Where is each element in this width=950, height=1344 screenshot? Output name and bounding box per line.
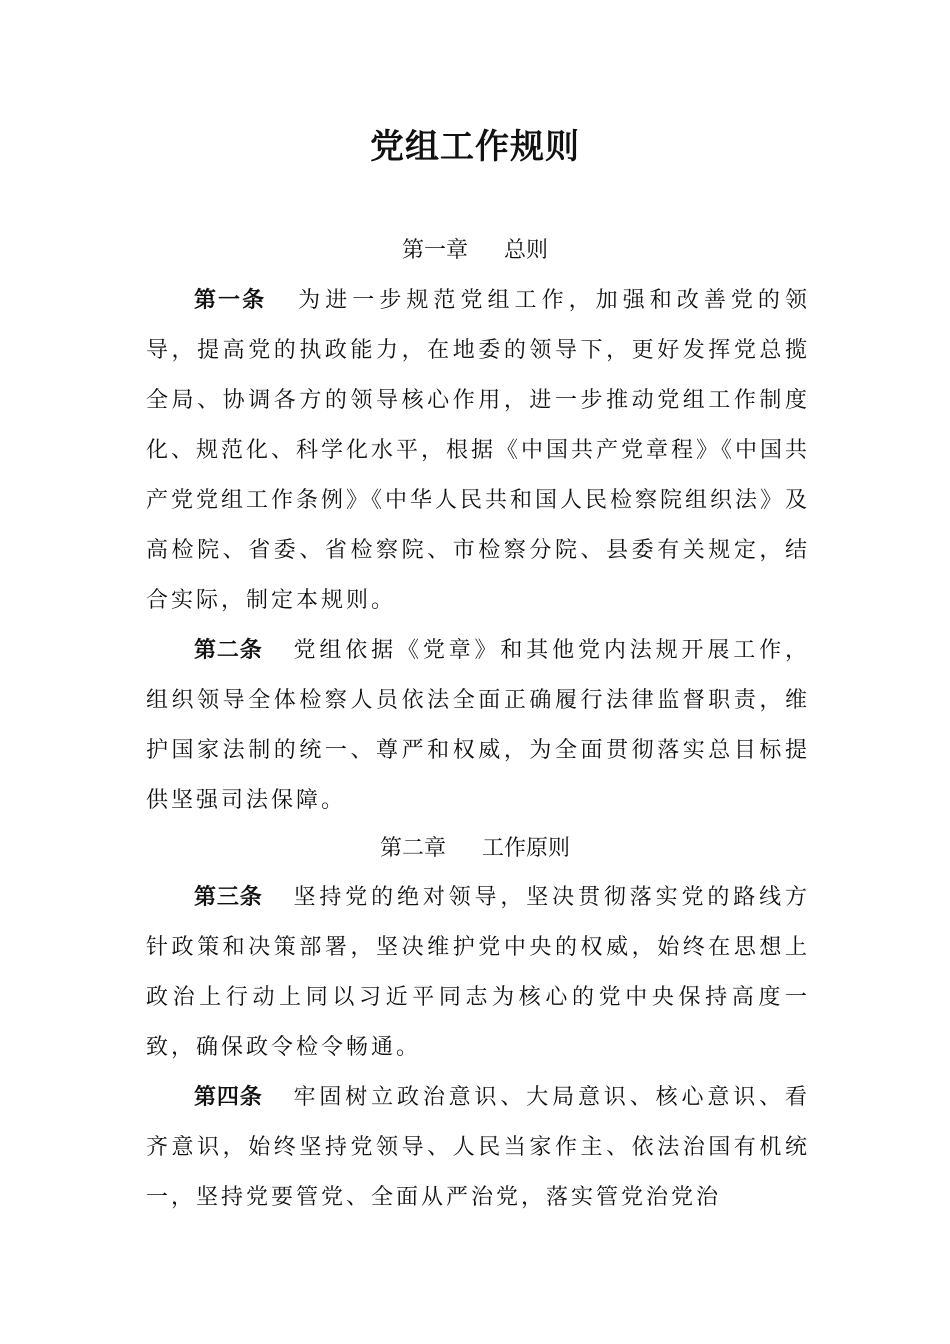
- article-label: 第四条: [194, 1085, 263, 1110]
- chapter-number: 第一章: [401, 238, 468, 263]
- chapter-title: 总则: [504, 238, 549, 263]
- chapter-number: 第二章: [379, 836, 446, 861]
- article-2: [146, 626, 810, 826]
- article-1: [146, 276, 810, 626]
- chapter-heading-2: [0, 834, 950, 864]
- article-text: 坚持党的绝对领导，坚决贯彻落实党的路线方针政策和决策部署，坚决维护党中央的权威，始终在思想上政治上行动上同以习近平同志为核心的党中央保持高度一致，确保政令检令畅通。: [146, 885, 810, 1060]
- article-text: 为进一步规范党组工作，加强和改善党的领导，提高党的执政能力，在地委的领导下，更好发挥党总揽全局、协调各方的领导核心作用，进一步推动党组工作制度化、规范化、科学化水平，根据《中国共产党章程》《中国共产党党组工作条例》《中华人民共和国人民检察院组织法》及高检院、省委、省检察院、市检察分院、县委有关规定，结合实际，制定本规则。: [146, 288, 811, 613]
- article-label: 第三条: [194, 885, 263, 910]
- article-label: 第一条: [194, 288, 267, 313]
- article-label: 第二条: [194, 638, 263, 663]
- chapter-title: 工作原则: [482, 836, 571, 861]
- article-4: [146, 1073, 810, 1223]
- article-text: 牢固树立政治意识、大局意识、核心意识、看齐意识，始终坚持党领导、人民当家作主、依法治国有机统一，坚持党要管党、全面从严治党，落实管党治党治: [146, 1085, 810, 1210]
- document-title: 党组工作规则: [370, 127, 580, 167]
- article-text: 党组依据《党章》和其他党内法规开展工作，组织领导全体检察人员依法全面正确履行法律监督职责，维护国家法制的统一、尊严和权威，为全面贯彻落实总目标提供坚强司法保障。: [146, 638, 810, 813]
- chapter-heading-1: [0, 236, 950, 266]
- article-3: [146, 873, 810, 1073]
